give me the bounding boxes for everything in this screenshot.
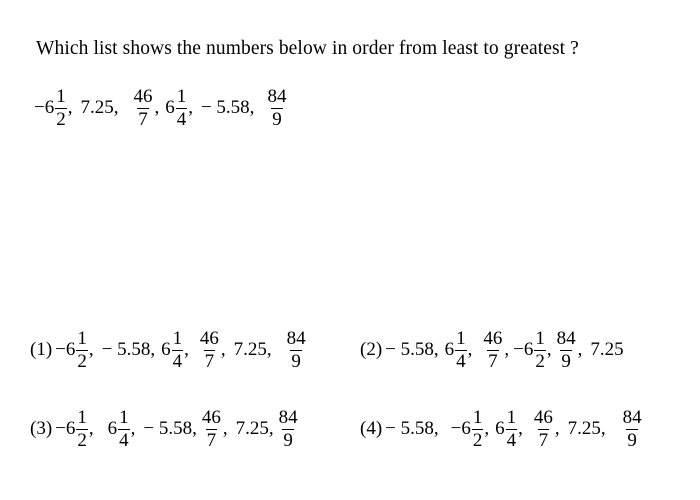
given-n4-fraction: [176, 87, 188, 130]
numerator: 84: [622, 406, 642, 428]
decimal-value: − 5.58,: [385, 418, 439, 439]
given-n3-fraction: [132, 87, 153, 130]
numerator: 46: [133, 85, 153, 107]
given-numbers: [34, 82, 288, 134]
separator: ,: [518, 418, 523, 439]
numerator: 84: [267, 85, 287, 107]
separator: ,: [188, 97, 193, 118]
option-1[interactable]: [30, 324, 308, 376]
separator: ,: [184, 339, 189, 360]
denominator: 2: [56, 108, 66, 130]
denominator: 2: [77, 350, 87, 372]
numerator: 84: [556, 327, 576, 349]
decimal-value: 7.25,: [235, 418, 274, 439]
fraction: [533, 408, 554, 451]
given-n6-fraction: [266, 87, 287, 130]
fraction: [118, 408, 130, 451]
option-label: (3): [30, 418, 53, 439]
denominator: 4: [506, 429, 517, 451]
numerator: 1: [506, 406, 517, 428]
denominator: 7: [204, 350, 215, 372]
separator: ,: [130, 418, 136, 439]
option-2[interactable]: [360, 324, 624, 376]
mixed-whole: −6: [55, 339, 76, 360]
denominator: 9: [561, 350, 571, 372]
numerator: 1: [456, 327, 466, 349]
decimal-value: 7.25: [590, 339, 624, 360]
separator: ,: [88, 339, 94, 360]
fraction: [556, 329, 577, 372]
denominator: 7: [206, 429, 217, 451]
numerator: 46: [199, 327, 219, 349]
separator: ,: [67, 97, 73, 118]
denominator: 4: [456, 350, 466, 372]
option-label: (1): [30, 339, 53, 360]
denominator: 2: [472, 429, 483, 451]
separator: ,: [554, 418, 560, 439]
separator: ,: [577, 339, 583, 360]
fraction: [534, 329, 546, 372]
decimal-value: − 5.58,: [385, 339, 439, 360]
numerator: 1: [77, 327, 87, 349]
option-4[interactable]: [360, 403, 644, 455]
fraction: [76, 329, 88, 372]
given-n5: − 5.58,: [200, 97, 255, 118]
given-n1-whole: −6: [34, 97, 55, 118]
numerator: 1: [56, 85, 66, 107]
separator: ,: [467, 339, 473, 360]
decimal-value: 7.25,: [233, 339, 272, 360]
option-3[interactable]: [30, 403, 300, 455]
separator: ,: [504, 339, 510, 360]
fraction: [278, 408, 299, 451]
fraction: [172, 329, 184, 372]
decimal-value: 7.25,: [567, 418, 606, 439]
denominator: 2: [535, 350, 545, 372]
denominator: 4: [176, 108, 187, 130]
mixed-whole: −6: [513, 339, 534, 360]
separator: ,: [222, 418, 228, 439]
numerator: 46: [201, 406, 221, 428]
fraction: [201, 408, 222, 451]
fraction: [506, 408, 518, 451]
numerator: 46: [533, 406, 553, 428]
separator: ,: [220, 339, 226, 360]
given-n4-whole: 6: [165, 97, 175, 118]
separator: ,: [154, 97, 160, 118]
given-n1-fraction: [55, 87, 67, 130]
separator: ,: [546, 339, 552, 360]
denominator: 7: [538, 429, 549, 451]
mixed-whole: 6: [444, 339, 455, 360]
fraction: [472, 408, 484, 451]
denominator: 9: [283, 429, 293, 451]
decimal-value: − 5.58,: [101, 339, 156, 360]
numerator: 1: [77, 406, 87, 428]
numerator: 46: [483, 327, 503, 349]
option-label: (2): [360, 339, 383, 360]
separator: ,: [484, 418, 490, 439]
denominator: 9: [291, 350, 301, 372]
denominator: 7: [488, 350, 498, 372]
fraction: [455, 329, 467, 372]
denominator: 9: [272, 108, 282, 130]
numerator: 1: [176, 85, 187, 107]
mixed-whole: −6: [450, 418, 471, 439]
mixed-whole: 6: [161, 339, 171, 360]
mixed-whole: −6: [55, 418, 76, 439]
denominator: 4: [119, 429, 129, 451]
option-label: (4): [360, 418, 383, 439]
denominator: 2: [77, 429, 87, 451]
given-n2: 7.25,: [80, 97, 119, 118]
numerator: 84: [278, 406, 298, 428]
numerator: 1: [535, 327, 545, 349]
fraction: [76, 408, 88, 451]
denominator: 4: [172, 350, 183, 372]
numerator: 1: [472, 406, 483, 428]
denominator: 7: [138, 108, 148, 130]
fraction: [286, 329, 307, 372]
mixed-whole: 6: [495, 418, 505, 439]
fraction: [622, 408, 643, 451]
decimal-value: − 5.58,: [143, 418, 197, 439]
mixed-whole: 6: [107, 418, 118, 439]
fraction: [482, 329, 503, 372]
numerator: 84: [286, 327, 306, 349]
numerator: 1: [172, 327, 183, 349]
fraction: [199, 329, 220, 372]
separator: ,: [88, 418, 94, 439]
denominator: 9: [627, 429, 637, 451]
question-text: Which list shows the numbers below in order from least to greatest ?: [36, 38, 579, 59]
numerator: 1: [119, 406, 129, 428]
